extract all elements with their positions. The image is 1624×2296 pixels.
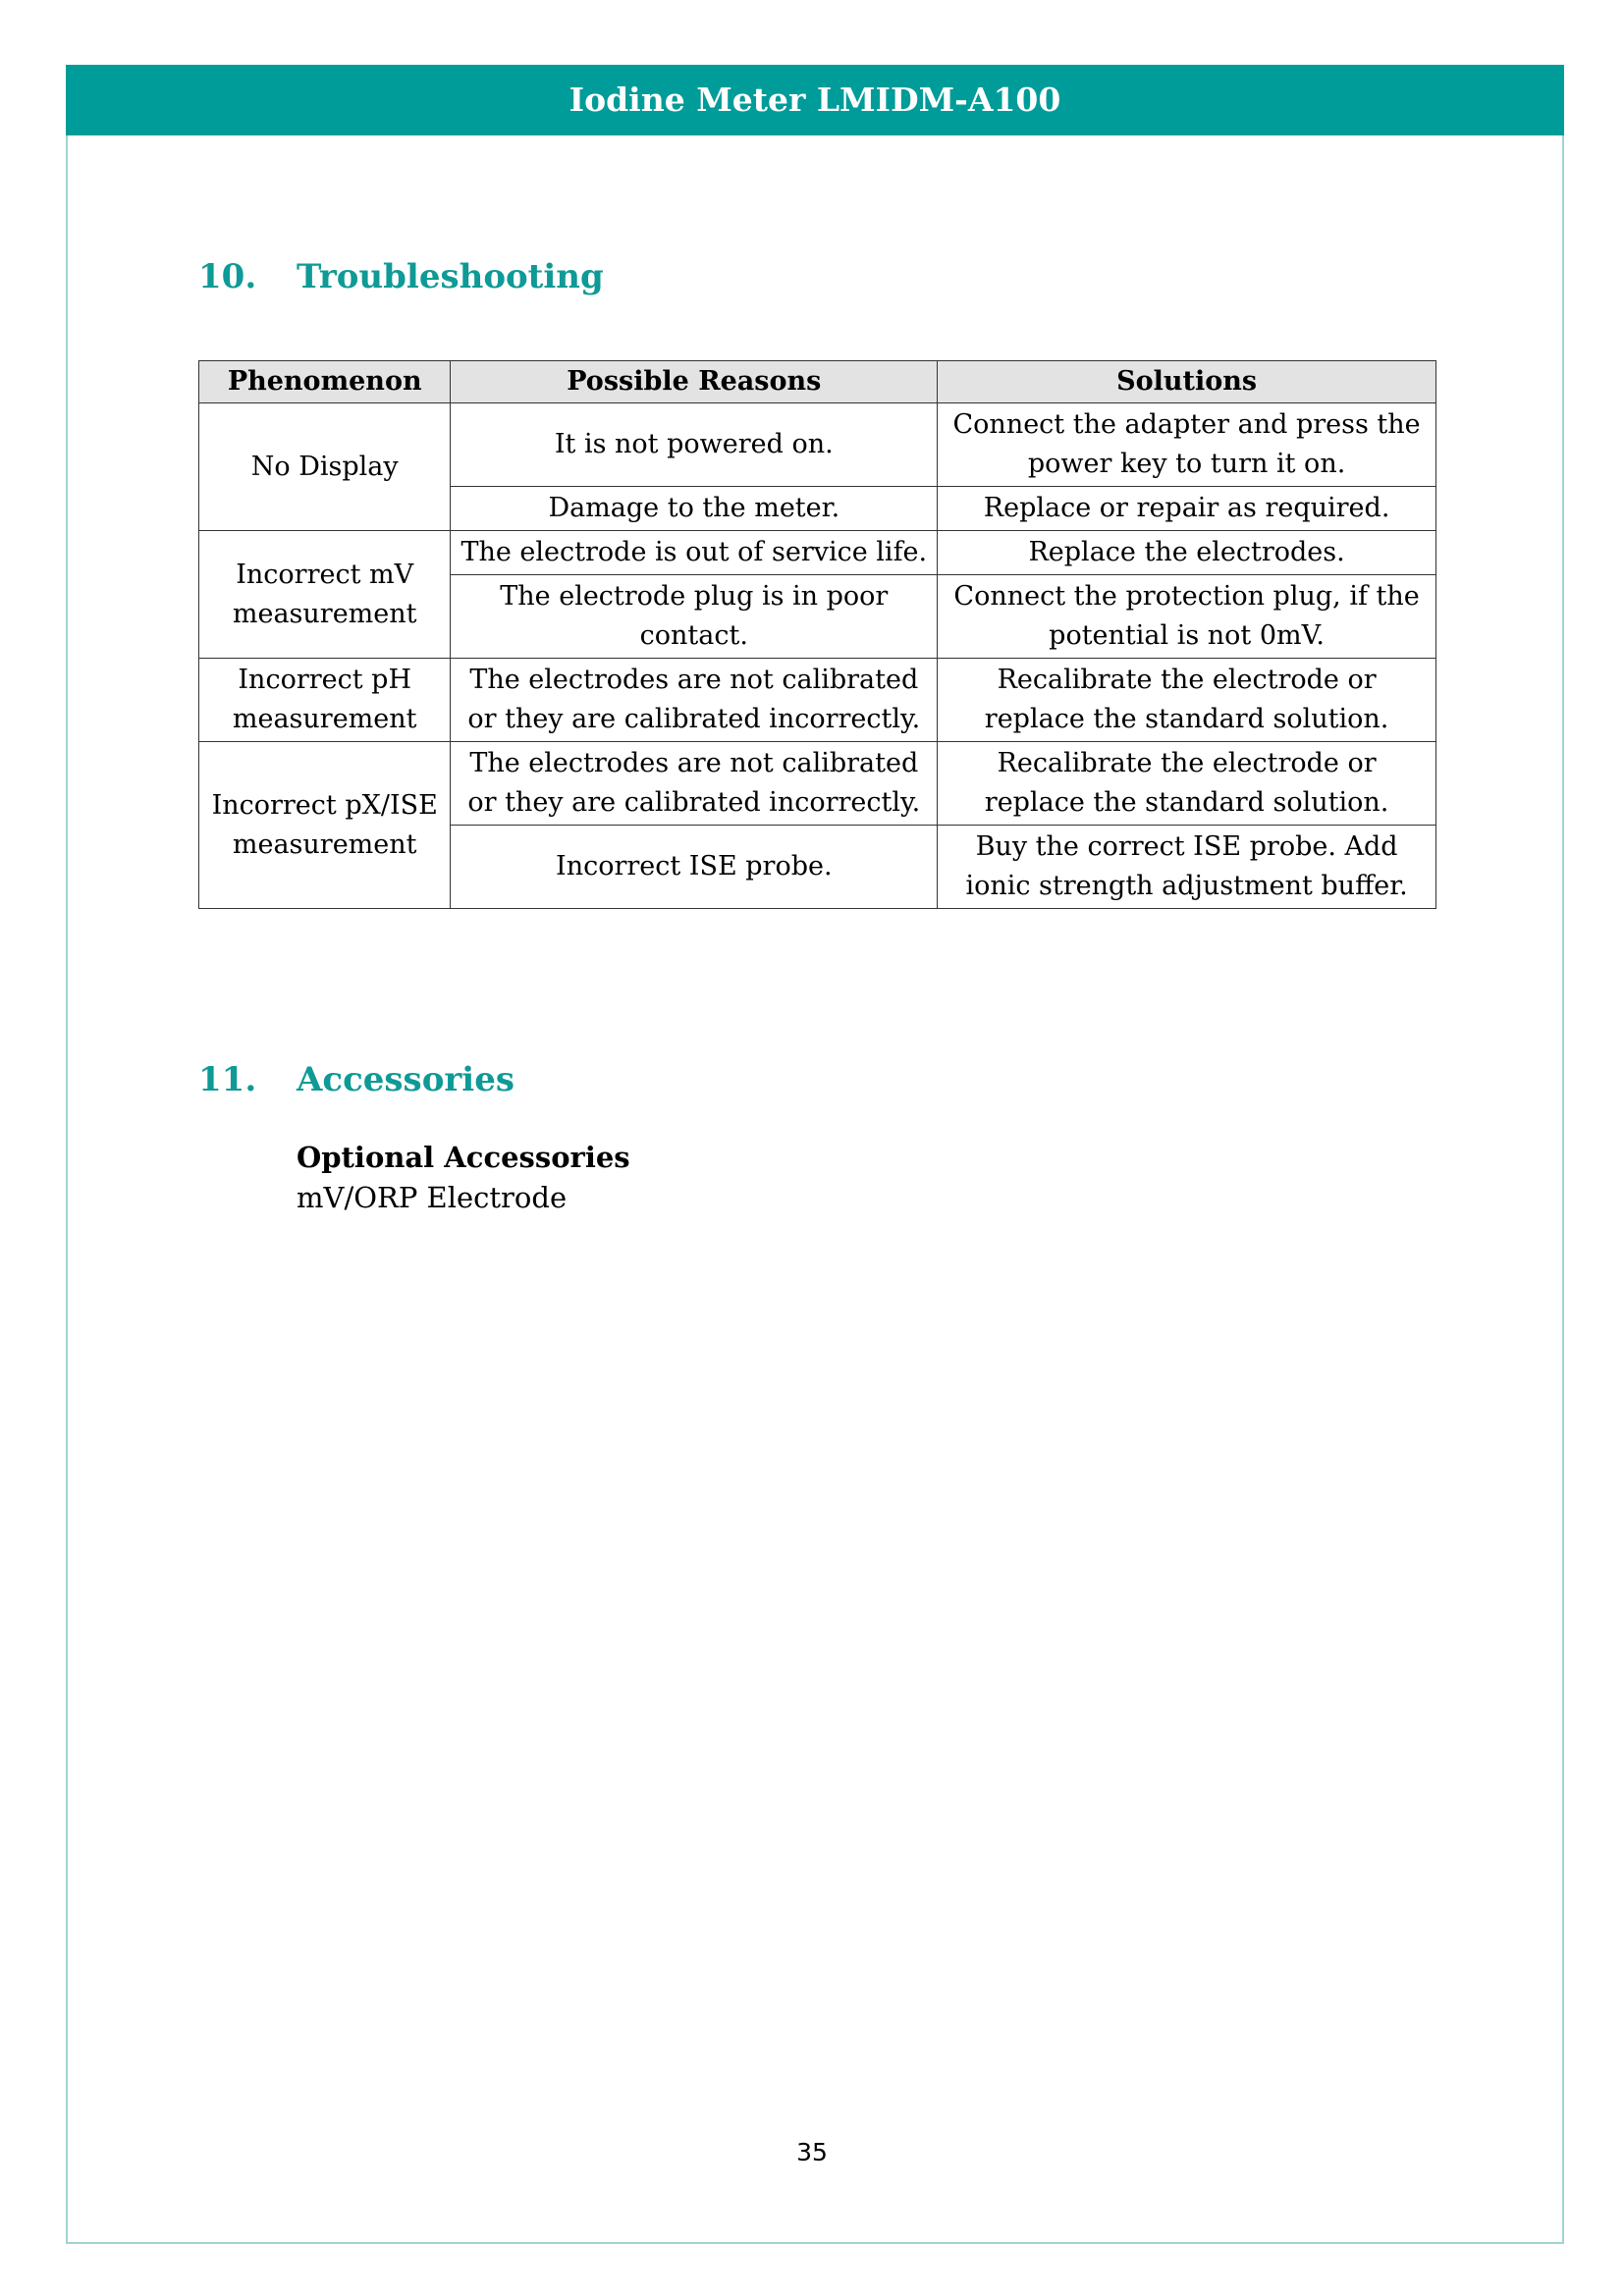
table-header-row — [199, 361, 1436, 403]
reason-cell: Incorrect ISE probe. — [451, 826, 938, 909]
column-header-solutions: Solutions — [938, 361, 1436, 403]
section-number: 10. — [198, 257, 257, 296]
table-row — [199, 531, 1436, 575]
reason-cell: Damage to the meter. — [451, 487, 938, 531]
table-row — [199, 403, 1436, 487]
page-number: 35 — [796, 2138, 828, 2166]
solution-cell: Replace or repair as required. — [938, 487, 1436, 531]
solution-cell: Recalibrate the electrode or replace the standard solution. — [938, 659, 1436, 742]
table-row — [199, 659, 1436, 742]
section-title: Accessories — [297, 1060, 514, 1099]
column-header-phenomenon: Phenomenon — [199, 361, 451, 403]
section-title: Troubleshooting — [297, 257, 604, 296]
phenomenon-cell: Incorrect pH measurement — [199, 659, 451, 742]
solution-cell: Connect the adapter and press the power key to turn it on. — [938, 403, 1436, 487]
column-header-reasons: Possible Reasons — [451, 361, 938, 403]
table-row — [199, 742, 1436, 826]
reason-cell: The electrode is out of service life. — [451, 531, 938, 575]
phenomenon-cell: Incorrect pX/ISE measurement — [199, 742, 451, 909]
section-number: 11. — [198, 1060, 257, 1099]
section-heading-accessories — [198, 1060, 514, 1099]
solution-cell: Replace the electrodes. — [938, 531, 1436, 575]
section-heading-troubleshooting — [198, 257, 604, 296]
phenomenon-cell: Incorrect mV measurement — [199, 531, 451, 659]
solution-cell: Recalibrate the electrode or replace the standard solution. — [938, 742, 1436, 826]
page-header: Iodine Meter LMIDM-A100 — [66, 65, 1564, 135]
solution-cell: Buy the correct ISE probe. Add ionic strength adjustment buffer. — [938, 826, 1436, 909]
troubleshooting-table — [198, 360, 1436, 909]
reason-cell: The electrodes are not calibrated or they are calibrated incorrectly. — [451, 659, 938, 742]
solution-cell: Connect the protection plug, if the potential is not 0mV. — [938, 575, 1436, 659]
phenomenon-cell: No Display — [199, 403, 451, 531]
reason-cell: It is not powered on. — [451, 403, 938, 487]
accessory-item: mV/ORP Electrode — [297, 1181, 568, 1214]
reason-cell: The electrode plug is in poor contact. — [451, 575, 938, 659]
optional-accessories-heading: Optional Accessories — [297, 1141, 630, 1174]
reason-cell: The electrodes are not calibrated or they are calibrated incorrectly. — [451, 742, 938, 826]
